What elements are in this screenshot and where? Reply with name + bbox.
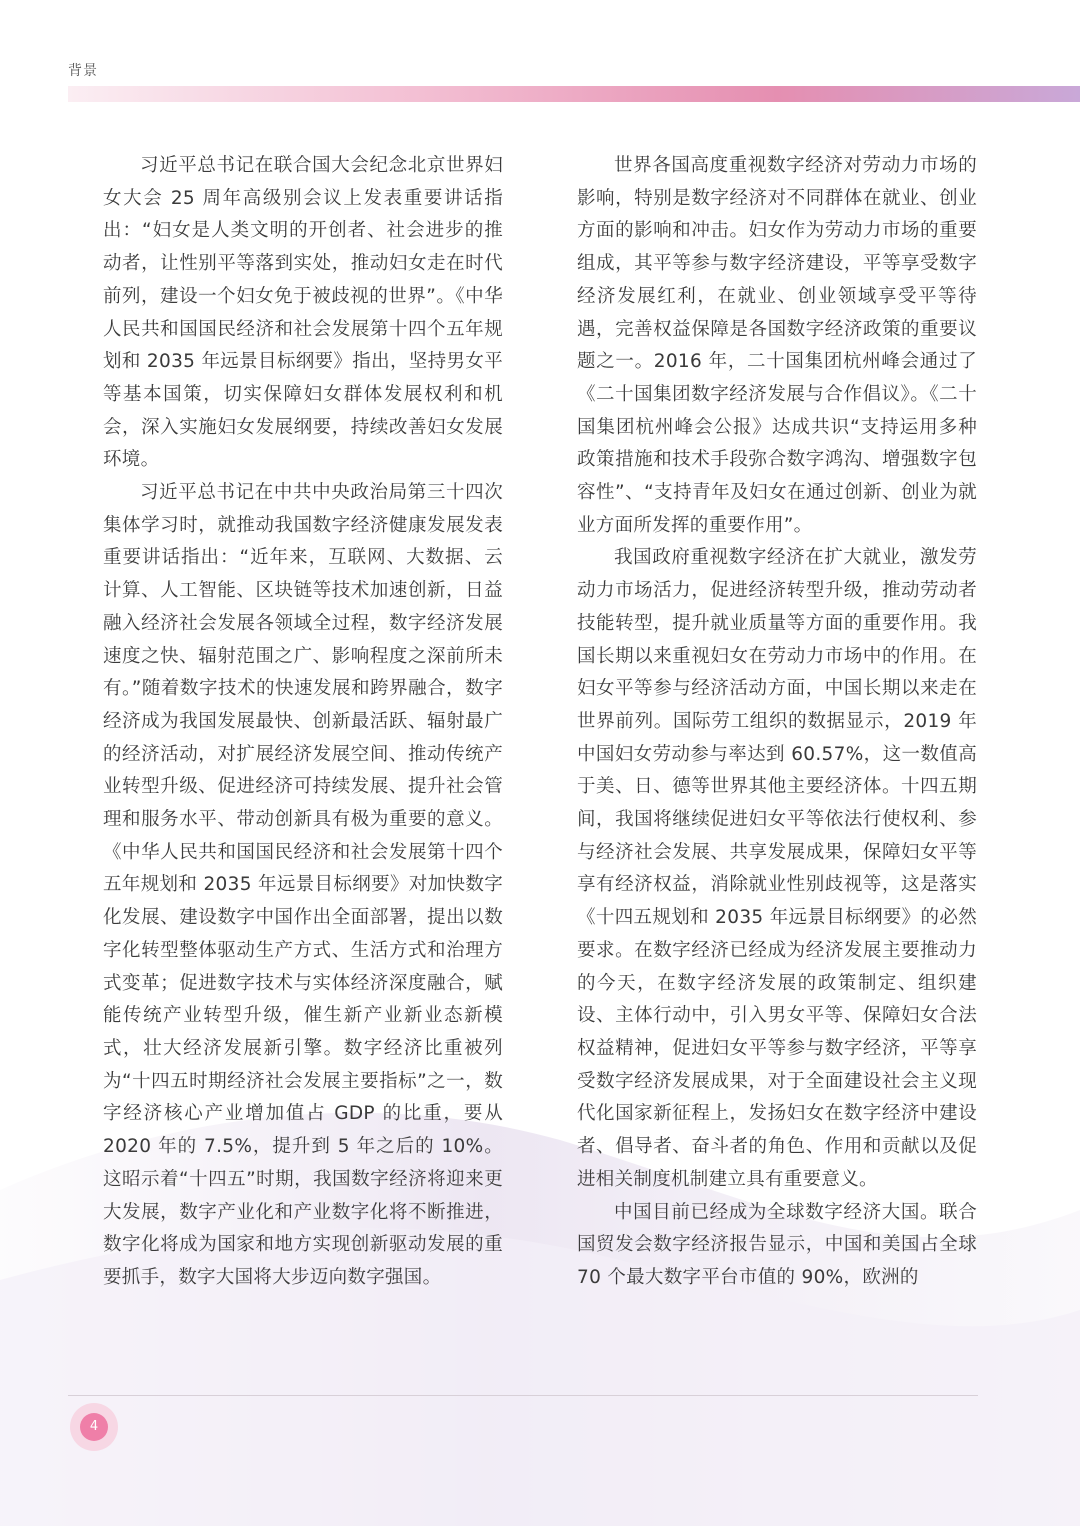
section-label: 背景 [68, 63, 98, 79]
left-text-column [103, 150, 503, 1295]
paragraph: 世界各国高度重视数字经济对劳动力市场的影响，特别是数字经济对不同群体在就业、创业方面的影响和冲击。妇女作为劳动力市场的重要组成，其平等参与数字经济建设，平等享受数字经济发展红利，在就业、创业领域享受平等待遇，完善权益保障是各国数字经济政策的重要议题之一。2016 年，二十国集团杭州峰会通过了《二十国集团数字经济发展与合作倡议》。《二十国集团杭州峰会公报》达成共识“支持运用多种政策措施和技术手段弥合数字鸿沟、增强数字包容性”、“支持青年及妇女在通过创新、创业为就业方面所发挥的重要作用”。 [577, 155, 977, 536]
paragraph: 习近平总书记在中共中央政治局第三十四次集体学习时，就推动我国数字经济健康发展发表重要讲话指出：“近年来，互联网、大数据、云计算、人工智能、区块链等技术加速创新，日益融入经济社会发展各领域全过程，数字经济发展速度之快、辐射范围之广、影响程度之深前所未有。”随着数字技术的快速发展和跨界融合，数字经济成为我国发展最快、创新最活跃、辐射最广的经济活动，对扩展经济发展空间、推动传统产业转型升级、促进经济可持续发展、提升社会管理和服务水平、带动创新具有极为重要的意义。《中华人民共和国国民经济和社会发展第十四个五年规划和 2035 年远景目标纲要》对加快数字化发展、建设数字中国作出全面部署，提出以数字化转型整体驱动生产方式、生活方式和治理方式变革；促进数字技术与实体经济深度融合，赋能传统产业转型升级，催生新产业新业态新模式，壮大经济发展新引擎。数字经济比重被列为“十四五时期经济社会发展主要指标”之一，数字经济核心产业增加值占 GDP 的比重，要从 2020 年的 7.5%，提升到 5 年之后的 10%。这昭示着“十四五”时期，我国数字经济将迎来更大发展，数字产业化和产业数字化将不断推进，数字化将成为国家和地方实现创新驱动发展的重要抓手，数字大国将大步迈向数字强国。 [103, 482, 503, 1288]
header-gradient-bar [68, 86, 1080, 102]
paragraph: 习近平总书记在联合国大会纪念北京世界妇女大会 25 周年高级别会议上发表重要讲话指出：“妇女是人类文明的开创者、社会进步的推动者，让性别平等落到实处，推动妇女走在时代前列，建设一个妇女免于被歧视的世界”。《中华人民共和国国民经济和社会发展第十四个五年规划和 2035 年远景目标纲要》指出，坚持男女平等基本国策，切实保障妇女群体发展权利和机会，深入实施妇女发展纲要，持续改善妇女发展环境。 [103, 155, 503, 471]
right-text-column [577, 150, 977, 1295]
paragraph: 中国目前已经成为全球数字经济大国。联合国贸发会数字经济报告显示，中国和美国占全球 70 个最大数字平台市值的 90%，欧洲的 [577, 1201, 977, 1288]
page-number-badge: 4 [80, 1413, 108, 1441]
paragraph: 我国政府重视数字经济在扩大就业，激发劳动力市场活力，促进经济转型升级，推动劳动者技能转型，提升就业质量等方面的重要作用。我国长期以来重视妇女在劳动力市场中的作用。在妇女平等参与经济活动方面，中国长期以来走在世界前列。国际劳工组织的数据显示，2019 年中国妇女劳动参与率达到 60.57%，这一数值高于美、日、德等世界其他主要经济体。十四五期间，我国将继续促进妇女平等依法行使权利、参与经济社会发展、共享发展成果，保障妇女平等享有经济权益，消除就业性别歧视等，这是落实《十四五规划和 2035 年远景目标纲要》的必然要求。在数字经济已经成为经济发展主要推动力的今天，在数字经济发展的政策制定、组织建设、主体行动中，引入男女平等、保障妇女合法权益精神，促进妇女平等参与数字经济，平等享受数字经济发展成果，对于全面建设社会主义现代化国家新征程上，发扬妇女在数字经济中建设者、倡导者、奋斗者的角色、作用和贡献以及促进相关制度机制建立具有重要意义。 [577, 547, 977, 1190]
footer-divider [68, 1395, 978, 1396]
